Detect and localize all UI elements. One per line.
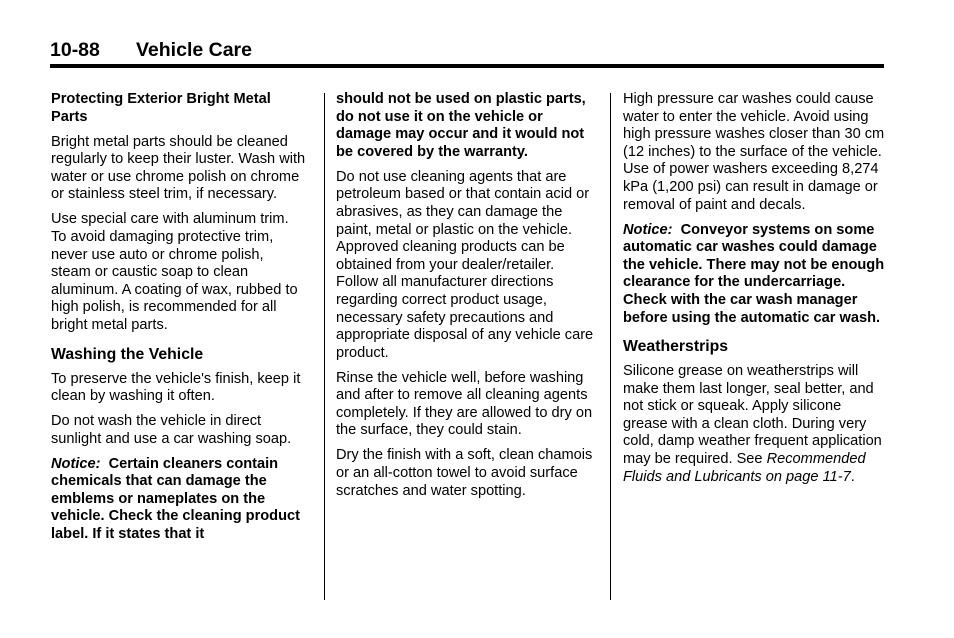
paragraph [623,363,888,486]
cross-reference-link[interactable]: Recommended Fluids and Lubricants on page 11-7 [623,451,866,485]
heading-weatherstrips: Weatherstrips [623,338,729,356]
notice-continued: should not be used on plastic parts, do not use it on the vehicle or damage may occur and it would not be covered by the warranty. [336,91,586,160]
notice-text: Conveyor systems on some automatic car washes could damage the vehicle. There may not be enough clearance for the undercarriage. Check with the car wash manager before using the automatic car wash. [623,221,885,326]
paragraph: Do not use cleaning agents that are petroleum based or that contain acid or abrasives, as they can damage the paint, metal or plastic on the vehicle. Approved cleaning products can be obtained from your dealer/retailer. Follow all manufacturer directions regarding correct product usage, necessary safety precautions and appropriate disposal of any vehicle care product. [336,168,594,361]
paragraph-text: . [850,468,855,485]
notice-label: Notice: [51,455,101,472]
notice-paragraph [51,456,306,544]
heading-washing-the-vehicle: Washing the Vehicle [51,345,204,363]
section-title: Vehicle Care [136,39,252,61]
column-middle [336,91,598,508]
notice-paragraph [623,222,888,328]
paragraph: Do not wash the vehicle in direct sunlight and use a car washing soap. [51,413,292,447]
page-number: 10-88 [50,39,100,61]
paragraph: Bright metal parts should be cleaned regularly to keep their luster. Wash with water or use chrome polish on chrome or stainless steel trim, if necessary. [51,133,306,203]
paragraph: Use special care with aluminum trim. To avoid damaging protective trim, never use auto or chrome polish, steam or caustic soap to clean aluminum. A coating of wax, rubbed to high polish, is recommended for all bright metal parts. [51,211,298,333]
paragraph: To preserve the vehicle's finish, keep it clean by washing it often. [51,370,301,405]
page-header [50,38,884,68]
column-right [623,91,888,494]
paragraph: High pressure car washes could cause water to enter the vehicle. Avoid using high pressure washes closer than 30 cm (12 inches) to the surface of the vehicle. Use of power washers exceeding 8,274 kPa (1,200 psi) can result in damage or removal of paint and decals. [623,91,885,213]
notice-label: Notice: [623,221,673,238]
notice-text: Certain cleaners contain chemicals that can damage the emblems or nameplates on the vehicle. Check the cleaning product label. If it states that it [51,455,300,543]
column-divider [324,93,325,600]
column-divider [610,93,611,600]
paragraph: Dry the finish with a soft, clean chamois or an all-cotton towel to avoid surface scratches and water spotting. [336,447,593,499]
column-left [51,91,306,551]
paragraph-text: Silicone grease on weatherstrips will make them last longer, seal better, and not stick or squeak. Apply silicone grease with a clean cloth. During very cold, damp weather frequent application may be required. See [623,363,882,468]
paragraph: Rinse the vehicle well, before washing and after to remove all cleaning agents completely. If they are allowed to dry on the surface, they could stain. [336,369,593,439]
subheading-bright-metal: Protecting Exterior Bright Metal Parts [51,91,271,125]
